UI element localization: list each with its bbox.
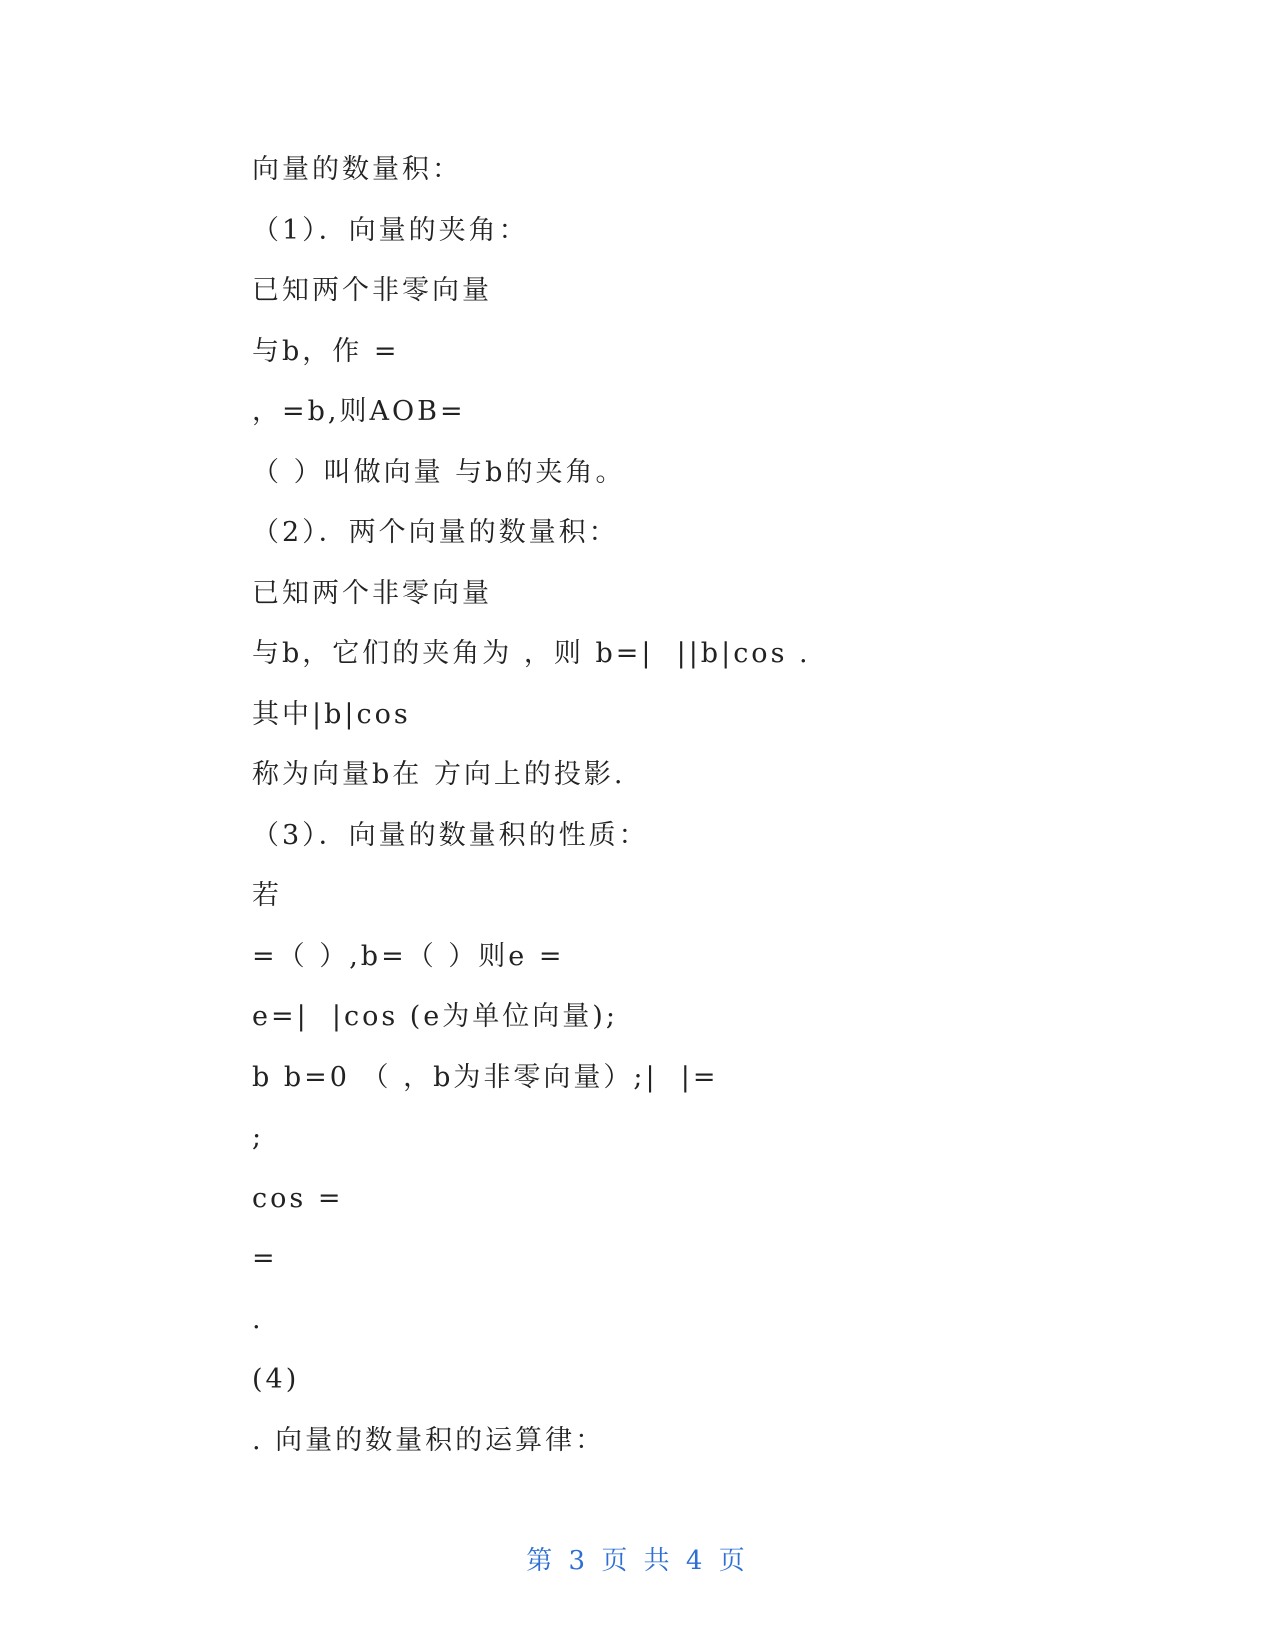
text-line: =（ ）,b=（ ）则e = bbox=[252, 940, 565, 972]
text-line: 其中|b|cos bbox=[252, 698, 411, 730]
text-line: 与b，作 = bbox=[252, 335, 400, 367]
text-line: 向量的数量积： bbox=[252, 154, 462, 185]
text-line: . bbox=[252, 1303, 264, 1335]
text-line: （1）．向量的夹角： bbox=[252, 214, 529, 246]
text-line: ; bbox=[252, 1122, 265, 1153]
document-body bbox=[252, 148, 1152, 1479]
text-line: (4) bbox=[252, 1364, 300, 1395]
text-line: = bbox=[252, 1243, 278, 1274]
text-line: cos = bbox=[252, 1182, 344, 1214]
text-line: 称为向量b在 方向上的投影. bbox=[252, 759, 626, 790]
text-line: . 向量的数量积的运算律： bbox=[252, 1424, 606, 1456]
page-number-footer: 第 3 页 共 4 页 bbox=[526, 1546, 749, 1576]
text-line: （3）．向量的数量积的性质： bbox=[252, 819, 649, 851]
text-line: b b=0 （ ，b为非零向量）;| |= bbox=[252, 1061, 719, 1093]
text-line: 已知两个非零向量 bbox=[252, 275, 492, 306]
text-line: （2）．两个向量的数量积： bbox=[252, 517, 619, 548]
text-line: ，=b,则AOB= bbox=[252, 396, 466, 427]
text-line: e=| |cos (e为单位向量); bbox=[252, 1001, 618, 1032]
text-line: 已知两个非零向量 bbox=[252, 577, 492, 609]
text-line: 若 bbox=[252, 880, 282, 911]
text-line: （ ）叫做向量 与b的夹角。 bbox=[252, 456, 626, 488]
text-line: 与b，它们的夹角为 ，则 b=| ||b|cos . bbox=[252, 638, 811, 669]
